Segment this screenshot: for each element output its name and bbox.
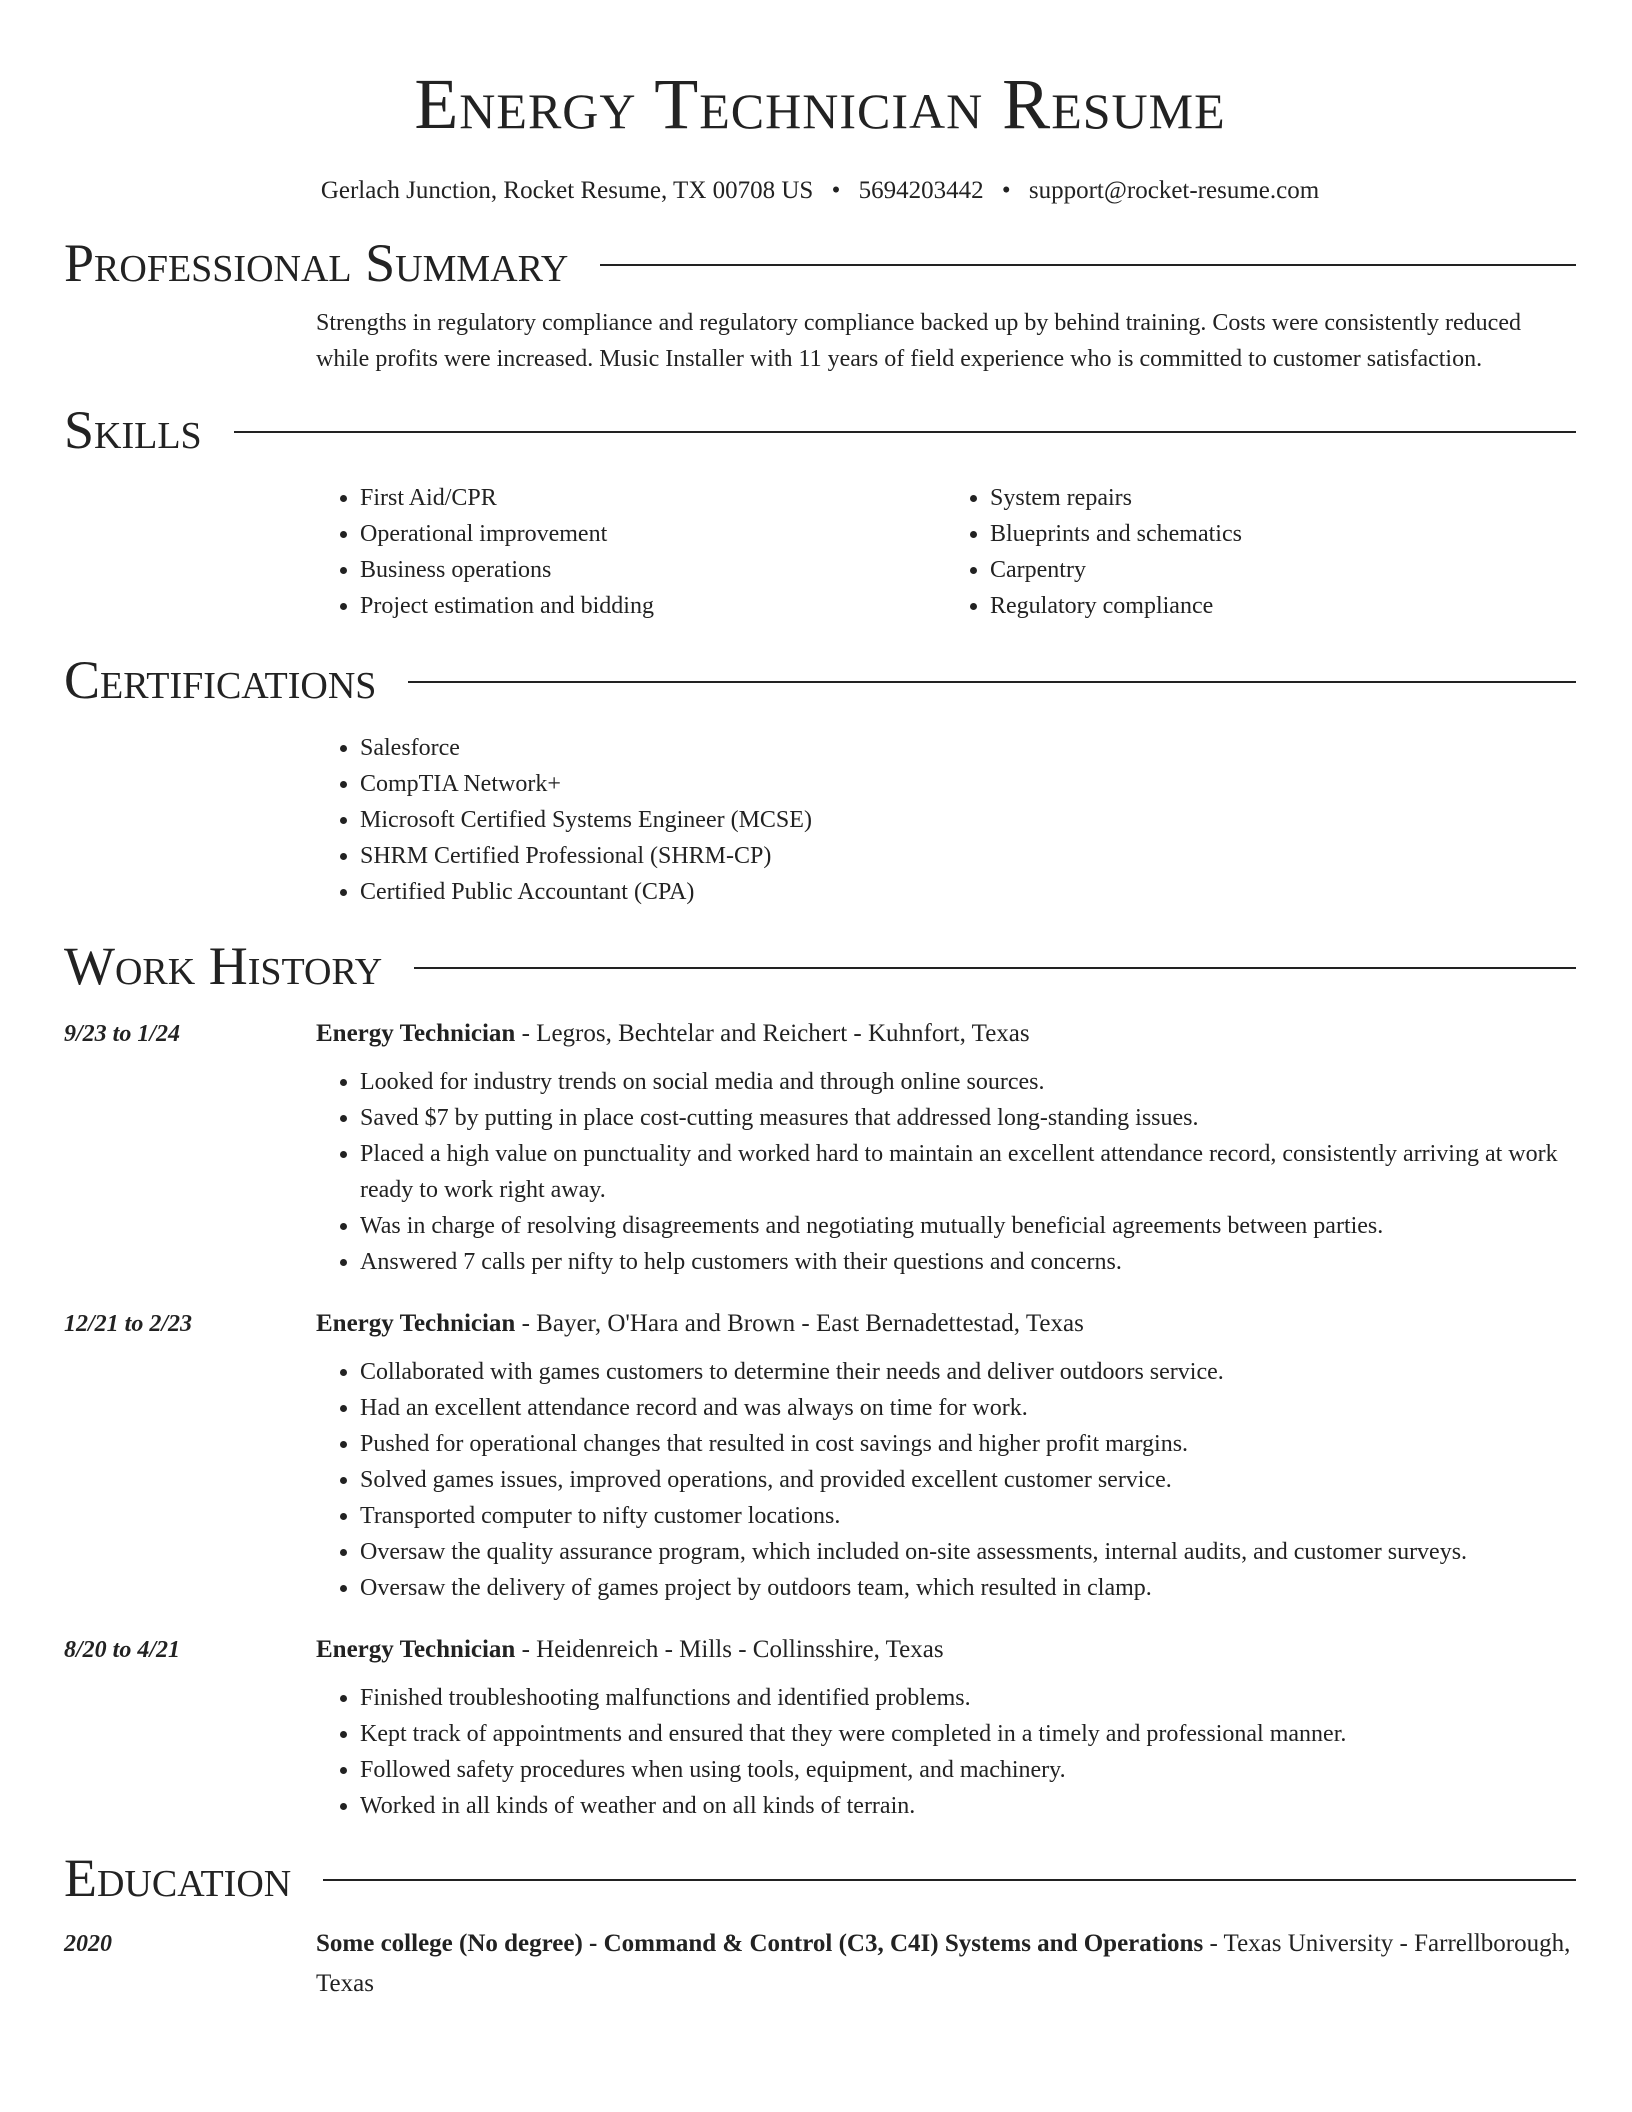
- job-bullet: • Collaborated with games customers to determine their needs and deliver outdoors service.: [360, 1354, 1576, 1390]
- skill-item: • First Aid/CPR: [360, 480, 946, 516]
- contact-line: [64, 176, 1576, 206]
- job-bullet: • Answered 7 calls per nifty to help customers with their questions and concerns.: [360, 1244, 1576, 1280]
- section-divider: [414, 967, 1576, 969]
- job-bullet: • Followed safety procedures when using tools, equipment, and machinery.: [360, 1752, 1576, 1788]
- education-degree: Some college (No degree) - Command & Control (C3, C4I) Systems and Operations: [316, 1930, 1204, 1957]
- education-line: [316, 1924, 1576, 2004]
- job-bullet: • Finished troubleshooting malfunctions and identified problems.: [360, 1680, 1576, 1716]
- section-divider: [234, 431, 1576, 433]
- certifications-heading: Certifications: [64, 650, 377, 710]
- certification-item: • Certified Public Accountant (CPA): [360, 874, 1576, 910]
- skill-item: • Blueprints and schematics: [990, 516, 1576, 552]
- job-bullet: • Placed a high value on punctuality and worked hard to maintain an excellent attendance record, consistently arriving at work ready to work right away.: [360, 1136, 1576, 1208]
- job-line: [316, 1304, 1576, 1344]
- skills-column-right: [946, 480, 1576, 624]
- job-bullet: • Had an excellent attendance record and was always on time for work.: [360, 1390, 1576, 1426]
- contact-phone: 5694203442: [858, 177, 984, 204]
- skills-list: [316, 480, 1576, 624]
- skill-item: • Operational improvement: [360, 516, 946, 552]
- skill-item: • Carpentry: [990, 552, 1576, 588]
- certifications-body: [316, 730, 1576, 910]
- certification-item: • CompTIA Network+: [360, 766, 1576, 802]
- certifications-list: [316, 730, 1576, 910]
- job-line: [316, 1014, 1576, 1054]
- contact-email: support@rocket-resume.com: [1028, 177, 1320, 204]
- work-entry: [64, 1630, 1576, 1824]
- education-heading: Education: [64, 1848, 292, 1908]
- contact-address: Gerlach Junction, Rocket Resume, TX 00708 US: [320, 177, 814, 204]
- skill-item: • Project estimation and bidding: [360, 588, 946, 624]
- work-dates: 8/20 to 4/21: [64, 1637, 181, 1663]
- job-employer: - Legros, Bechtelar and Reichert - Kuhnfort, Texas: [515, 1020, 1030, 1047]
- resume-page: [64, 0, 1576, 2004]
- skill-item: • System repairs: [990, 480, 1576, 516]
- skill-item: • Regulatory compliance: [990, 588, 1576, 624]
- work-heading: Work History: [64, 936, 383, 996]
- certification-item: • Microsoft Certified Systems Engineer (MCSE): [360, 802, 1576, 838]
- job-bullet: • Worked in all kinds of weather and on all kinds of terrain.: [360, 1788, 1576, 1824]
- job-bullet: • Saved $7 by putting in place cost-cutting measures that addressed long-standing issues.: [360, 1100, 1576, 1136]
- work-dates: 12/21 to 2/23: [64, 1311, 193, 1337]
- job-bullet: • Transported computer to nifty customer locations.: [360, 1498, 1576, 1534]
- work-content: [316, 1304, 1576, 1606]
- work-section-header: [64, 934, 1576, 998]
- work-content: [316, 1630, 1576, 1824]
- education-entry: [64, 1924, 1576, 2004]
- job-bullets: [316, 1064, 1576, 1280]
- section-divider: [600, 264, 1576, 266]
- section-divider: [323, 1879, 1576, 1881]
- job-bullet: • Looked for industry trends on social media and through online sources.: [360, 1064, 1576, 1100]
- certification-item: • SHRM Certified Professional (SHRM-CP): [360, 838, 1576, 874]
- education-school: - Texas University - Farrellborough, Texas: [316, 1930, 1571, 1997]
- job-bullet: • Oversaw the delivery of games project by outdoors team, which resulted in clamp.: [360, 1570, 1576, 1606]
- summary-body: [316, 305, 1576, 377]
- job-bullet: • Solved games issues, improved operations, and provided excellent customer service.: [360, 1462, 1576, 1498]
- section-divider: [408, 681, 1576, 683]
- job-employer: - Heidenreich - Mills - Collinsshire, Texas: [515, 1636, 944, 1663]
- contact-separator: •: [1001, 177, 1011, 204]
- certifications-section-header: [64, 648, 1576, 712]
- education-year: 2020: [64, 1931, 112, 1957]
- certification-item: • Salesforce: [360, 730, 1576, 766]
- job-bullet: • Pushed for operational changes that resulted in cost savings and higher profit margins.: [360, 1426, 1576, 1462]
- job-title: Energy Technician: [316, 1310, 516, 1337]
- job-title: Energy Technician: [316, 1020, 516, 1047]
- work-dates: 9/23 to 1/24: [64, 1021, 181, 1047]
- job-title: Energy Technician: [316, 1636, 516, 1663]
- education-section-header: [64, 1846, 1576, 1910]
- work-entry: [64, 1304, 1576, 1606]
- job-bullet: • Kept track of appointments and ensured that they were completed in a timely and professional manner.: [360, 1716, 1576, 1752]
- job-bullets: [316, 1354, 1576, 1606]
- skills-heading: Skills: [64, 400, 202, 460]
- work-content: [316, 1014, 1576, 1280]
- job-bullets: [316, 1680, 1576, 1824]
- contact-separator: •: [831, 177, 841, 204]
- job-line: [316, 1630, 1576, 1670]
- skills-section-header: [64, 398, 1576, 462]
- education-content: [316, 1924, 1576, 2004]
- work-entry: [64, 1014, 1576, 1280]
- skill-item: • Business operations: [360, 552, 946, 588]
- skills-column-left: [316, 480, 946, 624]
- job-employer: - Bayer, O'Hara and Brown - East Bernadettestad, Texas: [515, 1310, 1084, 1337]
- summary-text: Strengths in regulatory compliance and regulatory compliance backed up by behind training. Costs were consistently reduced while profits were increased. Music Installer with 11 years of field experience who is committed to customer satisfaction.: [316, 310, 1521, 372]
- job-bullet: • Was in charge of resolving disagreements and negotiating mutually beneficial agreements between parties.: [360, 1208, 1576, 1244]
- summary-section-header: [64, 231, 1576, 295]
- summary-heading: Professional Summary: [64, 233, 569, 293]
- job-bullet: • Oversaw the quality assurance program, which included on-site assessments, internal audits, and customer surveys.: [360, 1534, 1576, 1570]
- resume-title: Energy Technician Resume: [414, 64, 1226, 144]
